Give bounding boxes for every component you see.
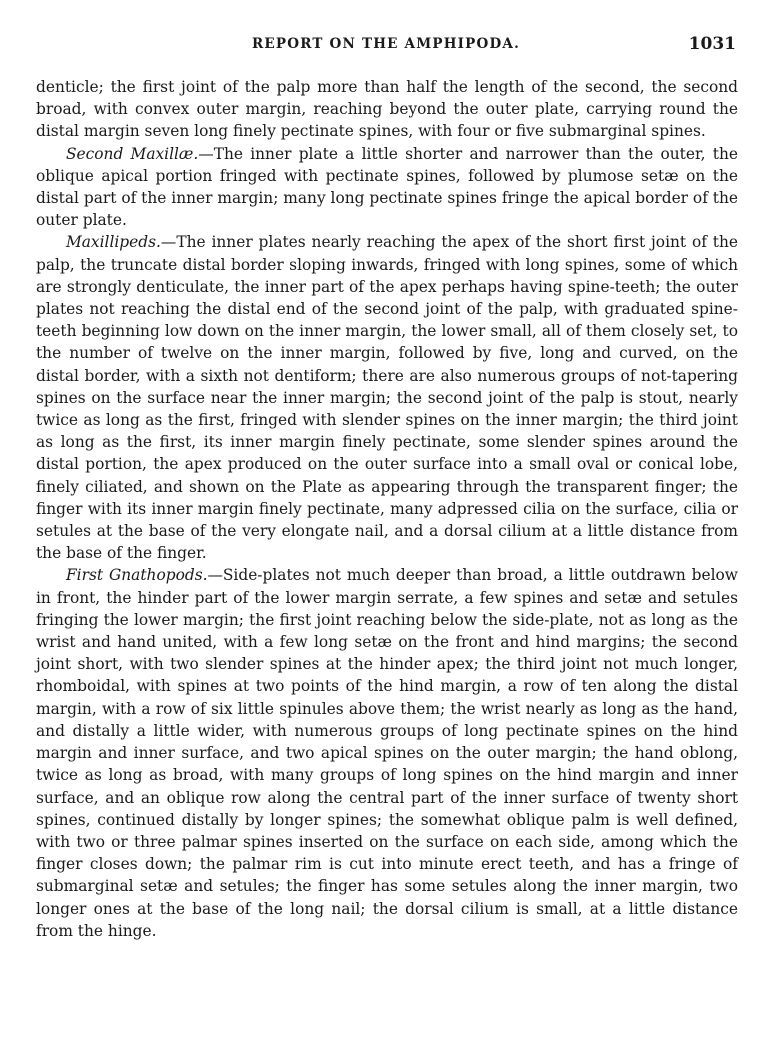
running-title: REPORT ON THE AMPHIPODA. — [252, 36, 520, 52]
paragraph-continuation — [36, 76, 738, 143]
paragraph-second-maxillae — [36, 143, 738, 232]
paragraph-text: —The inner plate a little shorter and narrower than the outer, the oblique apical portion fringed with pectinate spines, followed by plumose setæ on the distal part of the inner margin; many long pectinate spines fringe the apical border of the outer plate. — [36, 144, 738, 230]
paragraph-maxillipeds — [36, 231, 738, 564]
page-number: 1031 — [688, 34, 736, 54]
paragraph-text: —The inner plates nearly reaching the apex of the short first joint of the palp, the truncate distal border sloping inwards, fringed with long spines, some of which are strongly denticulate, the inner part of the apex perhaps having spine-teeth; the outer plates not reaching the distal end of the second joint of the palp, with graduated spine-teeth beginning low down on the inner margin, the lower small, all of them closely set, to the number of twelve on the inner margin, followed by five, long and curved, on the distal border, with a sixth not dentiform; there are also numerous groups of not-tapering spines on the surface near the inner margin; the second joint of the palp is stout, nearly twice as long as the first, fringed with slender spines on the inner margin; the third joint as long as the first, its inner margin finely pectinate, some slender spines around the distal portion, the apex produced on the outer surface into a small oval or conical lobe, finely ciliated, and shown on the Plate as appearing through the transparent finger; the finger with its inner margin finely pectinate, many adpressed cilia on the surface, cilia or setules at the base of the very elongate nail, and a dorsal cilium at a little distance from the base of the finger. — [36, 233, 738, 563]
paragraph-text: denticle; the first joint of the palp more than half the length of the second, the second broad, with convex outer margin, reaching beyond the outer plate, carrying round the distal margin seven long finely pectinate spines, with four or five submarginal spines. — [36, 78, 738, 141]
section-heading: Maxillipeds. — [66, 233, 161, 252]
section-heading: Second Maxillæ. — [66, 144, 199, 163]
body-text — [36, 76, 738, 942]
running-head — [36, 36, 736, 60]
paragraph-first-gnathopods — [36, 564, 738, 941]
section-heading: First Gnathopods. — [66, 566, 208, 585]
paragraph-text: —Side-plates not much deeper than broad, a little outdrawn below in front, the hinder part of the lower margin serrate, a few spines and setæ and setules fringing the lower margin; the first joint reaching below the side-plate, not as long as the wrist and hand united, with a few long setæ on the front and hind margins; the second joint short, with two slender spines at the hinder apex; the third joint not much longer, rhomboidal, with spines at two points of the hind margin, a row of ten along the distal margin, with a row of six little spinules above them; the wrist nearly as long as the hand, and distally a little wider, with numerous groups of long pectinate spines on the hind margin and inner surface, and two apical spines on the outer margin; the hand oblong, twice as long as broad, with many groups of long spines on the hind margin and inner surface, and an oblique row along the central part of the inner surface of twenty short spines, continued distally by longer spines; the somewhat oblique palm is well defined, with two or three palmar spines inserted on the surface on each side, among which the finger closes down; the palmar rim is cut into minute erect teeth, and has a fringe of submarginal setæ and setules; the finger has some setules along the inner margin, two longer ones at the base of the long nail; the dorsal cilium is small, at a little distance from the hinge. — [36, 566, 738, 940]
